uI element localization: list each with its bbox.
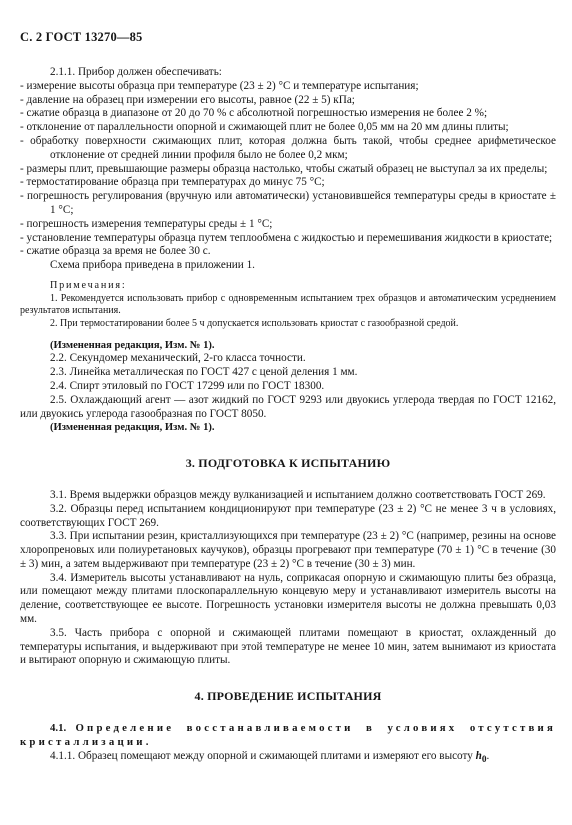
paragraph-text: 4.1.1. Образец помещают между опорной и сжимающей плитами и измеряют его высоту: [50, 749, 473, 762]
paragraph-4-1-1: [20, 750, 556, 768]
note-item: 1. Рекомендуется использовать прибор с одновременным испытанием трех образцов и автоматическим усреднением результатов испытания.: [20, 292, 556, 317]
requirement-item: - погрешность регулирования (вручную или автоматически) установившейся температуры среды в криостате ± 1 °С;: [20, 190, 556, 216]
appendix-reference: Схема прибора приведена в приложении 1.: [50, 259, 255, 272]
paragraph-2-4: 2.4. Спирт этиловый по ГОСТ 17299 или по ГОСТ 18300.: [50, 379, 325, 392]
paragraph-3-1: 3.1. Время выдержки образцов между вулканизацией и испытанием должно соответствовать ГОСТ 269.: [50, 488, 546, 501]
sentence-end: .: [486, 749, 490, 762]
height-symbol: h: [475, 749, 482, 762]
requirement-item: - погрешность измерения температуры среды ± 1 °С;: [20, 217, 273, 230]
paragraph-3-3: 3.3. При испытании резин, кристаллизующихся при температуре (23 ± 2) °С (например, резины на основе хлоропреновых или полиуретановых каучуков), образцы прогревают при температуре (70 ± 1) °С в течение (30 ± 3) мин, а затем выдерживают при температуре (23 ± 2) °С в течение (30 ± 3) мин.: [20, 530, 556, 570]
amendment-note: (Измененная редакция, Изм. № 1).: [50, 422, 215, 434]
requirement-item: - размеры плит, превышающие размеры образца настолько, чтобы сжатый образец не выступал за их пределы;: [20, 162, 548, 175]
paragraph-3-2: 3.2. Образцы перед испытанием кондиционируют при температуре (23 ± 2) °С не менее 3 ч в условиях, соответствующих ГОСТ 269.: [20, 502, 556, 529]
height-subscript: 0: [481, 754, 487, 765]
requirement-item: - установление температуры образца путем теплообмена с жидкостью и перемешивания жидкости в криостате;: [20, 231, 553, 244]
section-heading-4: 4. ПРОВЕДЕНИЕ ИСПЫТАНИЯ: [194, 689, 382, 704]
requirement-item: - сжатие образца за время не более 30 с.: [20, 245, 211, 258]
paragraph-2-3: 2.3. Линейка металлическая по ГОСТ 427 с ценой деления 1 мм.: [50, 366, 358, 379]
subsection-title: Определение восстанавливаемости в условиях отсутствия кристаллизации.: [20, 722, 556, 748]
note-item: 2. При термостатировании более 5 ч допускается использовать криостат с газообразной средой.: [50, 317, 459, 329]
paragraph-2-2: 2.2. Секундомер механический, 2-го класса точности.: [50, 352, 306, 365]
notes-title: Примечания:: [50, 279, 127, 291]
requirement-item: - термостатирование образца при температурах до минус 75 °С;: [20, 176, 325, 189]
amendment-note: (Измененная редакция, Изм. № 1).: [50, 339, 215, 351]
document-body: [20, 66, 556, 768]
paragraph-2-5: 2.5. Охлаждающий агент — азот жидкий по ГОСТ 9293 или двуокись углерода твердая по ГОСТ 12162, или двуокись углерода газообразная по ГОСТ 8050.: [20, 393, 556, 420]
page-header: С. 2 ГОСТ 13270—85: [20, 30, 143, 44]
subsection-4-1: [20, 722, 556, 750]
paragraph-2-1-1: 2.1.1. Прибор должен обеспечивать:: [50, 66, 222, 78]
section-heading-3: 3. ПОДГОТОВКА К ИСПЫТАНИЮ: [185, 456, 391, 471]
requirement-item: - сжатие образца в диапазоне от 20 до 70 % с абсолютной погрешностью измерения не более 2 %;: [20, 107, 488, 120]
requirement-item: - измерение высоты образца при температуре (23 ± 2) °С и температуре испытания;: [20, 79, 419, 92]
requirement-item: - отклонение от параллельности опорной и сжимающей плит не более 0,05 мм на 20 мм длины плиты;: [20, 121, 509, 134]
paragraph-3-4: 3.4. Измеритель высоты устанавливают на нуль, соприкасая опорную и сжимающую плиты без образца, или помещают между плитами плоскопараллельную концевую меру и устанавливают измеритель высоты на деление, соответствующее ее высоте. Погрешность установки измерителя высоты не должна превышать 0,03 мм.: [20, 571, 556, 626]
subsection-number: 4.1.: [50, 722, 67, 735]
requirement-item: - обработку поверхности сжимающих плит, которая должна быть такой, чтобы среднее арифметическое отклонение от средней линии профиля было не более 0,2 мкм;: [20, 134, 556, 161]
paragraph-3-5: 3.5. Часть прибора с опорной и сжимающей плитами помещают в криостат, охлажденный до температуры испытания, и выдерживают при этой температуре не менее 10 мин, затем вынимают из криостата и вытирают опорную и сжимающую плиты.: [20, 626, 556, 667]
requirement-item: - давление на образец при измерении его высоты, равное (22 ± 5) кПа;: [20, 93, 355, 106]
